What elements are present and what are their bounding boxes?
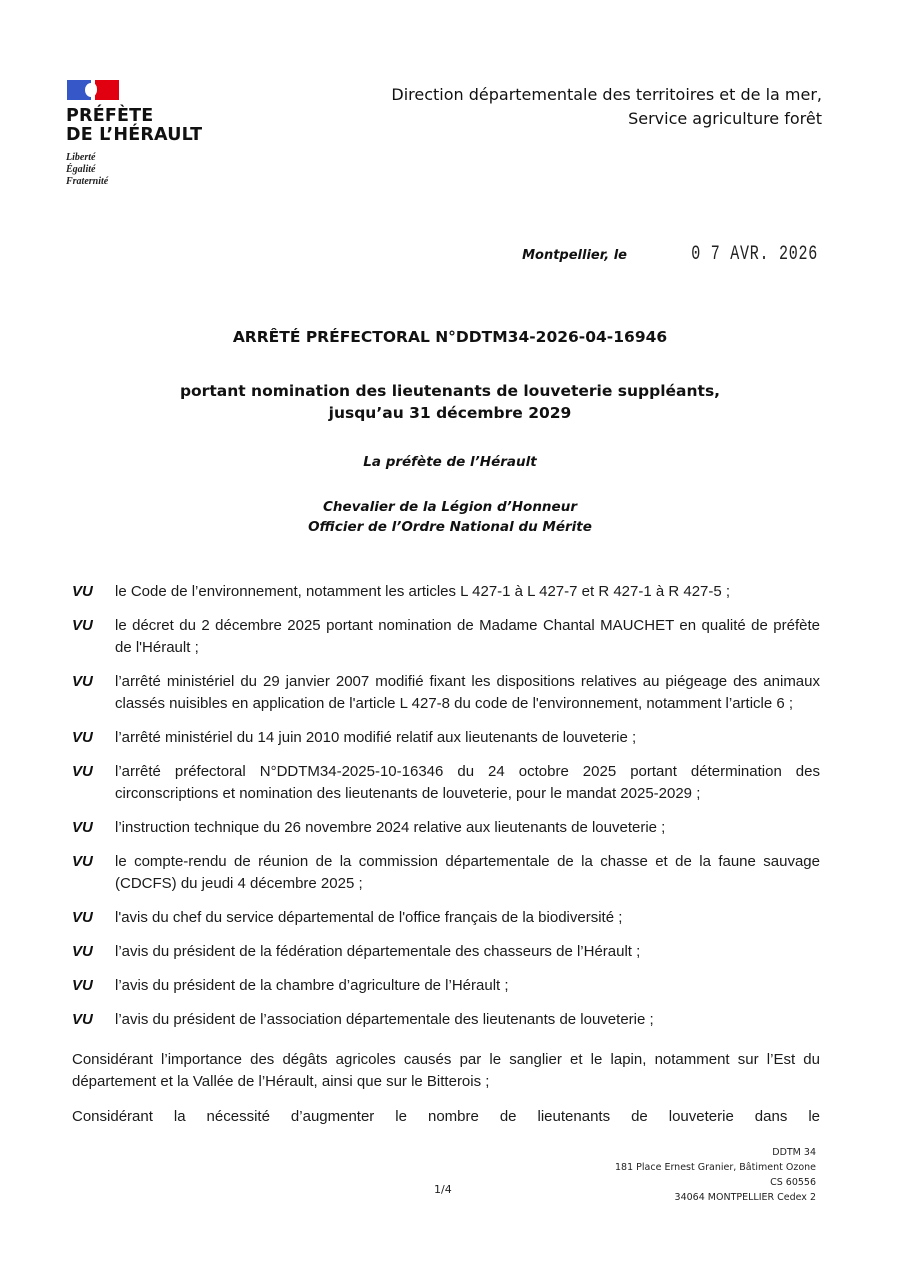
considerant-paragraph: Considérant la nécessité d’augmenter le nombre de lieutenants de louveterie dans le xyxy=(72,1108,820,1125)
vu-mark: VU xyxy=(72,1011,93,1028)
motto-liberte: Liberté xyxy=(66,152,96,163)
vu-mark: VU xyxy=(72,819,93,836)
service-line2: Service agriculture forêt xyxy=(628,109,822,128)
vu-text: l’avis du président de l’association départementale des lieutenants de louveterie ; xyxy=(115,1011,654,1028)
honor-legion: Chevalier de la Légion d’Honneur xyxy=(323,499,577,515)
vu-text: le décret du 2 décembre 2025 portant nomination de Madame Chantal MAUCHET en qualité de préfète de l'Hérault ; xyxy=(115,617,820,656)
service-line1: Direction départementale des territoires et de la mer, xyxy=(391,85,822,104)
page-number: 1/4 xyxy=(434,1183,452,1196)
authority-name: La préfète de l’Hérault xyxy=(363,454,537,470)
vu-mark: VU xyxy=(72,943,93,960)
vu-mark: VU xyxy=(72,909,93,926)
vu-text: le Code de l’environnement, notamment les articles L 427-1 à L 427-7 et R 427-1 à R 427-5 ; xyxy=(115,583,731,600)
honor-merite: Officier de l’Ordre National du Mérite xyxy=(308,519,592,535)
vu-mark: VU xyxy=(72,617,93,634)
marianne-flag-icon xyxy=(67,80,119,100)
vu-text: l’avis du président de la chambre d’agriculture de l’Hérault ; xyxy=(115,977,509,994)
vu-item xyxy=(72,615,820,659)
logo-title-line1: PRÉFÈTE xyxy=(66,106,154,126)
motto-fraternite: Fraternité xyxy=(66,176,109,187)
vu-item xyxy=(72,727,820,749)
date-stamp: 0 7 AVR. 2026 xyxy=(691,243,818,266)
vu-item xyxy=(72,851,820,895)
subtitle-line1: portant nomination des lieutenants de louveterie suppléants, xyxy=(179,382,721,400)
vu-item xyxy=(72,761,820,805)
vu-item xyxy=(72,581,820,603)
vu-mark: VU xyxy=(72,673,93,690)
issuing-service xyxy=(391,83,822,131)
vu-text: l’arrêté préfectoral N°DDTM34-2025-10-16346 du 24 octobre 2025 portant détermination des circonscriptions et nomination des lieutenants de louveterie, pour le mandat 2025-2029 ; xyxy=(115,763,820,802)
vu-item xyxy=(72,941,820,963)
vu-item xyxy=(72,671,820,715)
address-line: 34064 MONTPELLIER Cedex 2 xyxy=(674,1192,816,1203)
address-line: 181 Place Ernest Granier, Bâtiment Ozone xyxy=(615,1162,816,1173)
vu-text: l’arrêté ministériel du 14 juin 2010 modifié relatif aux lieutenants de louveterie ; xyxy=(115,729,637,746)
prefecture-logo xyxy=(66,80,216,188)
address-line: DDTM 34 xyxy=(772,1147,816,1158)
vu-text: l’arrêté ministériel du 29 janvier 2007 modifié fixant les dispositions relatives au piégeage des animaux classés nuisibles en application de l'article L 427-8 du code de l'environnement, notamment l’article 6 ; xyxy=(115,673,820,712)
vu-item xyxy=(72,817,820,839)
decree-subtitle xyxy=(0,380,900,424)
vu-mark: VU xyxy=(72,729,93,746)
date-line xyxy=(522,243,818,266)
republic-motto xyxy=(66,152,216,188)
vu-mark: VU xyxy=(72,977,93,994)
vu-mark: VU xyxy=(72,763,93,780)
vu-text: le compte-rendu de réunion de la commission départementale de la chasse et de la faune sauvage (CDCFS) du jeudi 4 décembre 2025 ; xyxy=(115,853,820,892)
authority-honors xyxy=(0,497,900,537)
vu-text: l’instruction technique du 26 novembre 2024 relative aux lieutenants de louveterie ; xyxy=(115,819,666,836)
footer-address xyxy=(615,1145,816,1205)
vu-text: l’avis du président de la fédération départementale des chasseurs de l’Hérault ; xyxy=(115,943,641,960)
date-label: Montpellier, le xyxy=(522,248,627,263)
vu-text: l'avis du chef du service départemental de l'office français de la biodiversité ; xyxy=(115,909,623,926)
logo-title-line2: DE L’HÉRAULT xyxy=(66,125,203,145)
vu-mark: VU xyxy=(72,853,93,870)
vu-item xyxy=(72,975,820,997)
address-line: CS 60556 xyxy=(770,1177,816,1188)
vu-list xyxy=(72,581,820,1043)
vu-item xyxy=(72,907,820,929)
considerant-paragraph: Considérant l’importance des dégâts agricoles causés par le sanglier et le lapin, notamment sur l’Est du département et la Vallée de l’Hérault, ainsi que sur le Bitterois ; xyxy=(72,1051,820,1090)
subtitle-line2: jusqu’au 31 décembre 2029 xyxy=(328,404,572,422)
logo-title xyxy=(66,107,216,145)
vu-item xyxy=(72,1009,820,1031)
decree-title: ARRÊTÉ PRÉFECTORAL N°DDTM34-2026-04-16946 xyxy=(232,328,668,346)
motto-egalite: Égalité xyxy=(66,164,96,175)
vu-mark: VU xyxy=(72,583,93,600)
